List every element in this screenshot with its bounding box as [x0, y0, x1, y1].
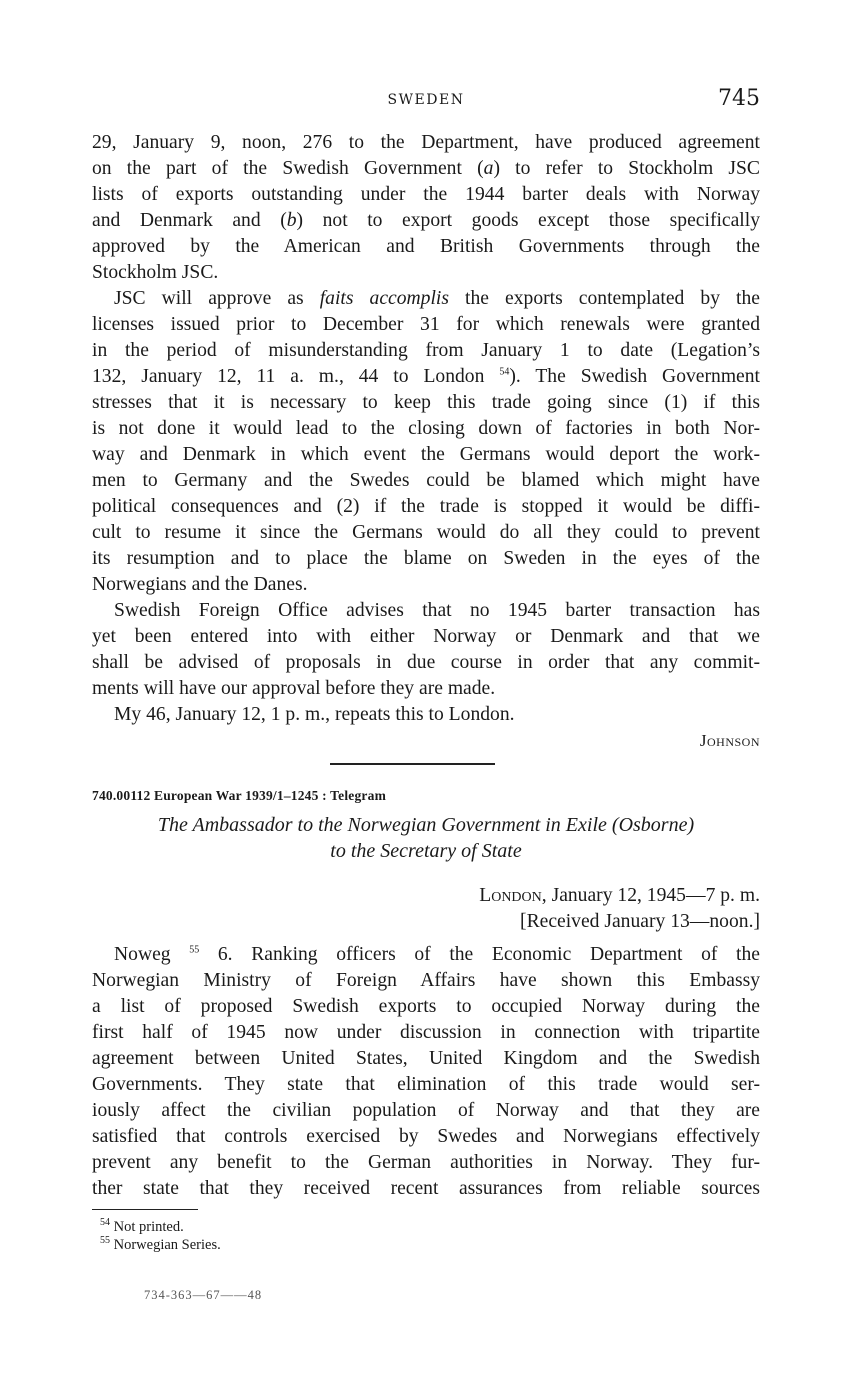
text-line: My 46, January 12, 1 p. m., repeats this to London.	[114, 704, 515, 725]
text-line: political consequences and (2) if the trade is stopped it would be diffi-	[92, 496, 760, 517]
text-line: satisfied that controls exercised by Swedes and Norwegians effectively	[92, 1126, 760, 1147]
text-line: cult to resume it since the Germans would do all they could to prevent	[92, 522, 760, 543]
section-divider	[330, 763, 495, 765]
text-line: iously affect the civilian population of Norway and that they are	[92, 1100, 760, 1121]
text-line: and Denmark and (b) not to export goods except those specifically	[92, 210, 760, 231]
text-line: a list of proposed Swedish exports to occupied Norway during the	[92, 996, 760, 1017]
signature: Johnson	[699, 731, 760, 750]
footnote-ref: 55	[189, 944, 200, 956]
text-line: Swedish Foreign Office advises that no 1945 barter transaction has	[114, 600, 760, 621]
page-number: 745	[718, 86, 760, 111]
text-line: Stockholm JSC.	[92, 262, 219, 283]
document-reference: 740.00112 European War 1939/1–1245 : Telegram	[92, 788, 387, 803]
text-line: way and Denmark in which event the Germans would deport the work-	[92, 444, 760, 465]
text-line: yet been entered into with either Norway or Denmark and that we	[92, 626, 760, 647]
dateline-date: , January 12, 1945—7 p. m.	[541, 885, 760, 906]
text-line: stresses that it is necessary to keep this trade going since (1) if this	[92, 392, 760, 413]
footnote: $^{55}$ Norwegian Series.	[100, 1235, 221, 1253]
paragraph-jsc-approval	[92, 286, 760, 598]
text-line: Noweg $^{55}$ 6. Ranking officers of the Economic Department of the	[114, 944, 760, 965]
text-line: lists of exports outstanding under the 1944 barter deals with Norway	[92, 184, 760, 205]
footnote: $^{54}$ Not printed.	[100, 1217, 184, 1235]
text-line: agreement between United States, United Kingdom and the Swedish	[92, 1048, 760, 1069]
paragraph-repeat-london	[92, 702, 760, 728]
footnote-ref: 54	[499, 366, 510, 378]
heading-line: The Ambassador to the Norwegian Government in Exile (Osborne)	[157, 814, 695, 836]
italic-phrase: faits accomplis	[319, 288, 449, 309]
text-line: Norwegians and the Danes.	[92, 574, 308, 595]
dateline-place: London	[479, 885, 542, 906]
text-line: 29, January 9, noon, 276 to the Department, have produced agreement	[92, 132, 760, 153]
paragraph-noweg	[92, 942, 760, 1202]
text-line: approved by the American and British Governments through the	[92, 236, 760, 257]
text-line: shall be advised of proposals in due course in order that any commit-	[92, 652, 760, 673]
text-line: on the part of the Swedish Government (a) to refer to Stockholm JSC	[92, 158, 760, 179]
footnote-divider	[92, 1209, 198, 1210]
document-heading	[92, 812, 760, 864]
dateline	[479, 885, 760, 907]
running-title: SWEDEN	[387, 92, 465, 108]
text-line: its resumption and to place the blame on Sweden in the eyes of the	[92, 548, 760, 569]
text-line: 132, January 12, 11 a. m., 44 to London $^{54}$). The Swedish Government	[92, 366, 760, 387]
text-line: is not done it would lead to the closing down of factories in both Nor-	[92, 418, 760, 439]
text-line: first half of 1945 now under discussion in connection with tripartite	[92, 1022, 760, 1043]
text-line: in the period of misunderstanding from January 1 to date (Legation’s	[92, 340, 760, 361]
running-head	[92, 86, 760, 116]
print-code: 734-363—67——48	[144, 1288, 263, 1302]
text-line: men to Germany and the Swedes could be blamed which might have	[92, 470, 760, 491]
text-line: JSC will approve as faits accomplis the exports contemplated by the	[114, 288, 760, 309]
text-line: prevent any benefit to the German authorities in Norway. They fur-	[92, 1152, 760, 1173]
continued-paragraph	[92, 130, 760, 286]
received-line: [Received January 13—noon.]	[520, 911, 760, 932]
paragraph-foreign-office	[92, 598, 760, 702]
text-line: Governments. They state that elimination of this trade would ser-	[92, 1074, 760, 1095]
text-line: licenses issued prior to December 31 for which renewals were granted	[92, 314, 760, 335]
heading-line: to the Secretary of State	[330, 840, 522, 862]
text-line: ther state that they received recent assurances from reliable sources	[92, 1178, 760, 1199]
text-line: ments will have our approval before they are made.	[92, 678, 496, 699]
text-line: Norwegian Ministry of Foreign Affairs have shown this Embassy	[92, 970, 760, 991]
